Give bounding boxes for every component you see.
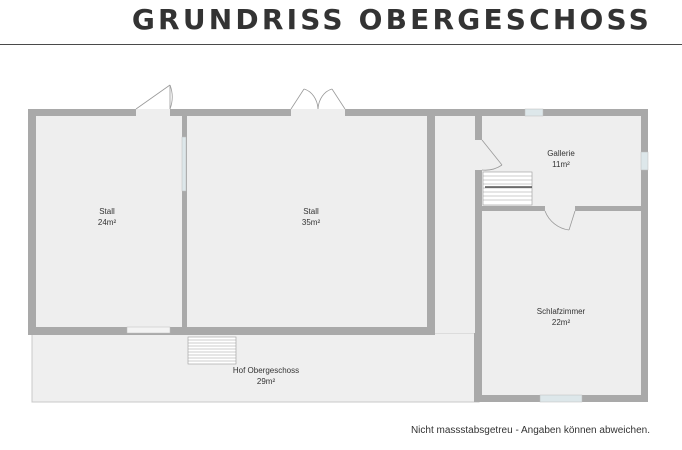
stall-left-name: Stall — [99, 207, 115, 216]
stall-middle-name: Stall — [303, 207, 319, 216]
window-gallerie-top — [525, 109, 543, 116]
stall-middle-area: 35m² — [301, 218, 321, 227]
corridor-floor — [435, 116, 475, 333]
stairs-hof — [188, 337, 236, 364]
window-stall-left-bottom — [127, 327, 170, 333]
schlafzimmer-area: 22m² — [551, 318, 571, 327]
door-swing-left-top — [136, 85, 172, 109]
gallerie-area: 11m² — [552, 160, 570, 169]
window-schlafzimmer-bottom — [540, 395, 582, 402]
gallerie-name: Gallerie — [547, 149, 575, 158]
door-opening-schlafzimmer — [545, 206, 575, 211]
door-opening-middle — [291, 109, 345, 116]
door-opening-gallerie — [474, 140, 482, 170]
disclaimer-note: Nicht massstabsgetreu - Angaben können abweichen. — [410, 425, 650, 436]
page-title: GRUNDRISS OBERGESCHOSS — [131, 3, 652, 36]
schlafzimmer-floor — [482, 211, 641, 395]
window-stall-left-right — [182, 137, 186, 191]
hof-name: Hof Obergeschoss — [232, 366, 300, 375]
stall-left-area: 24m² — [97, 218, 117, 227]
stairs-gallerie — [483, 172, 532, 205]
door-opening-left — [136, 109, 170, 116]
hof-area: 29m² — [256, 377, 276, 386]
door-swing-middle-top — [291, 89, 345, 109]
window-gallerie-right — [641, 152, 648, 170]
schlafzimmer-name: Schlafzimmer — [536, 307, 586, 316]
wall-corridor-top — [432, 109, 478, 116]
